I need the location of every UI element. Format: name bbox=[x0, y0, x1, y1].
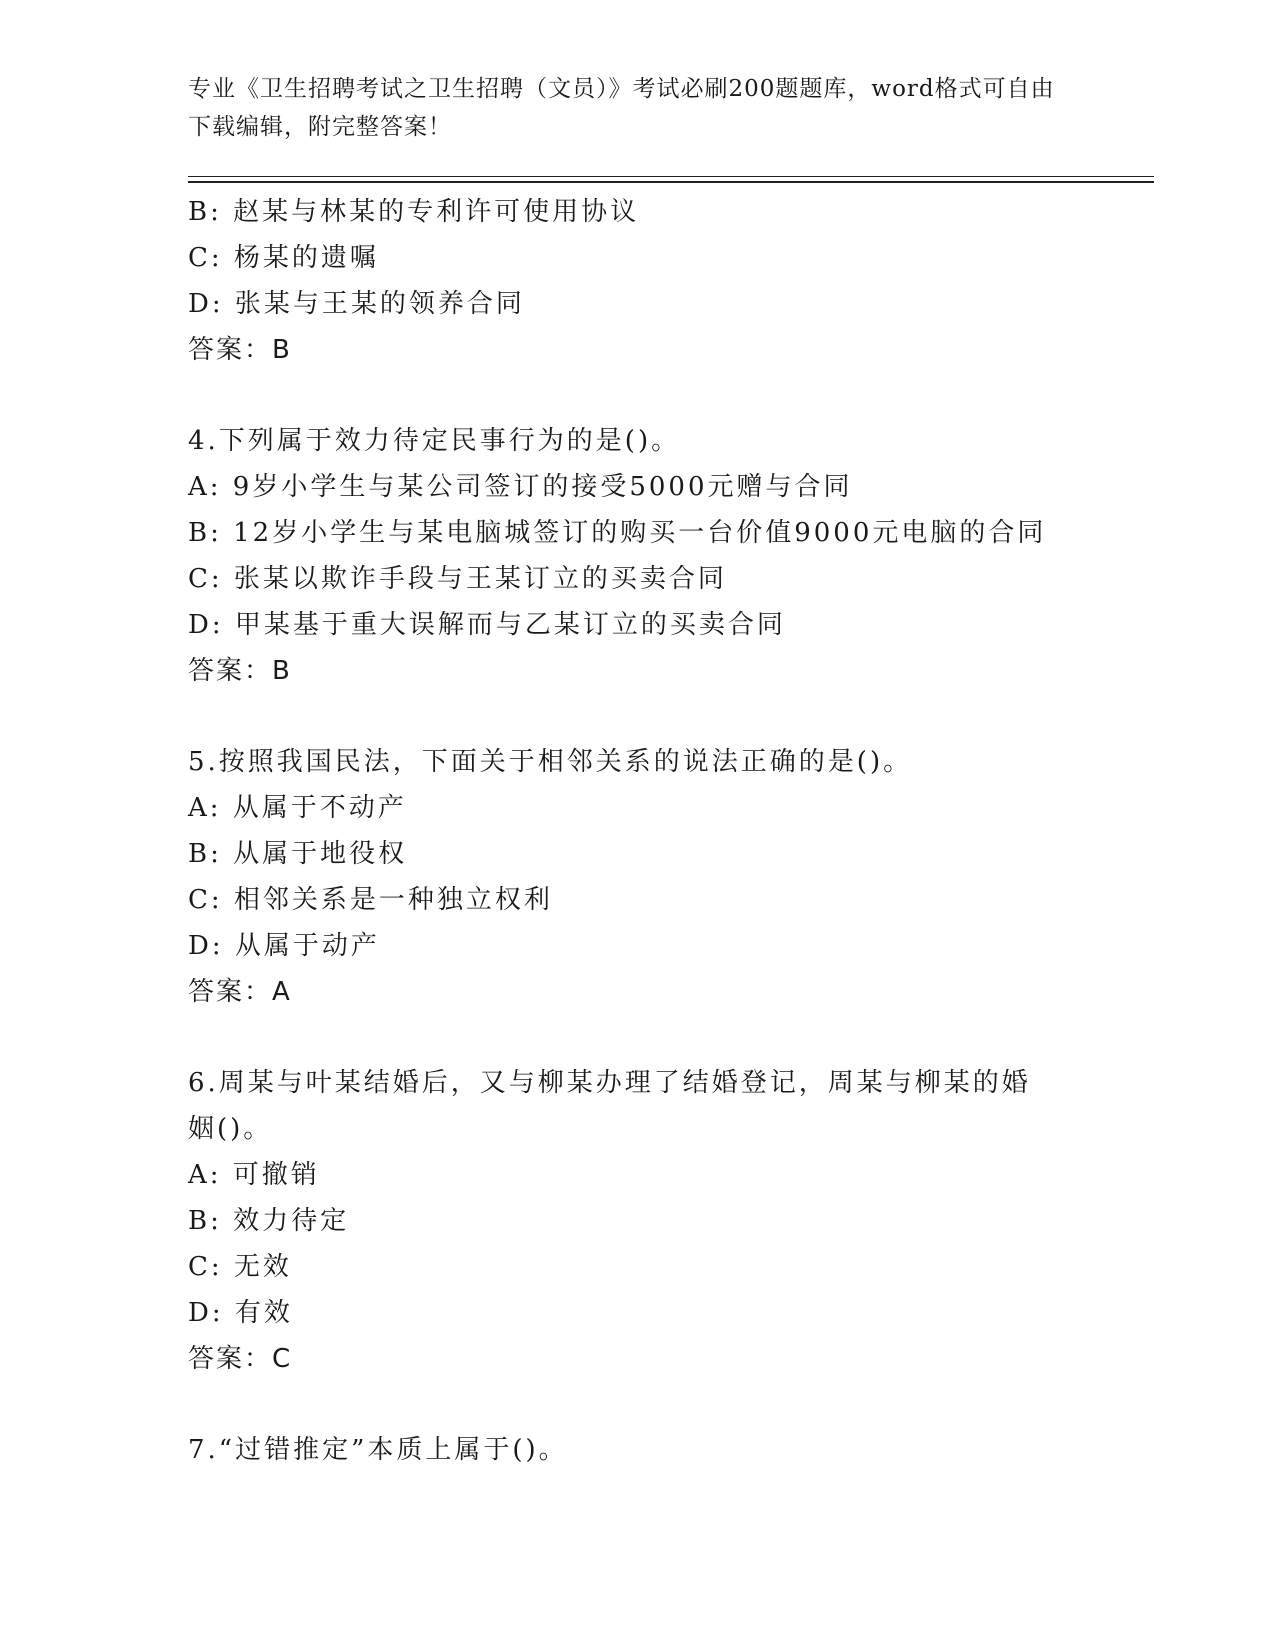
question-stem: 7.“过错推定”本质上属于()。 bbox=[188, 1435, 568, 1465]
option-c: C: 张某以欺诈手段与王某订立的买卖合同 bbox=[188, 564, 727, 594]
question-6 bbox=[188, 1060, 1088, 1382]
question-list bbox=[188, 189, 1088, 1473]
option-a: A: 9岁小学生与某公司签订的接受5000元赠与合同 bbox=[188, 472, 853, 502]
question-stem: 4.下列属于效力待定民事行为的是()。 bbox=[188, 426, 681, 456]
question-3-continued bbox=[188, 189, 1088, 373]
answer-line: 答案：C bbox=[188, 1344, 293, 1374]
question-5 bbox=[188, 739, 1088, 1015]
option-d: D: 张某与王某的领养合同 bbox=[188, 289, 525, 319]
option-a: A: 从属于不动产 bbox=[188, 793, 407, 823]
option-b: B: 效力待定 bbox=[188, 1206, 350, 1236]
option-d: D: 甲某基于重大误解而与乙某订立的买卖合同 bbox=[188, 610, 786, 640]
question-4 bbox=[188, 418, 1088, 694]
option-b: B: 从属于地役权 bbox=[188, 839, 408, 869]
option-a: A: 可撤销 bbox=[188, 1160, 320, 1190]
option-c: C: 杨某的遗嘱 bbox=[188, 243, 379, 273]
option-b: B: 12岁小学生与某电脑城签订的购买一台价值9000元电脑的合同 bbox=[188, 518, 1047, 548]
option-c: C: 相邻关系是一种独立权利 bbox=[188, 885, 553, 915]
option-c: C: 无效 bbox=[188, 1252, 292, 1282]
option-d: D: 有效 bbox=[188, 1298, 293, 1328]
answer-line: 答案：B bbox=[188, 656, 292, 686]
option-d: D: 从属于动产 bbox=[188, 931, 380, 961]
question-7 bbox=[188, 1427, 1088, 1473]
question-stem: 5.按照我国民法，下面关于相邻关系的说法正确的是()。 bbox=[188, 747, 913, 777]
document-header: 专业《卫生招聘考试之卫生招聘（文员）》考试必刷200题题库，word格式可自由下载编辑，附完整答案！ bbox=[188, 76, 1055, 140]
answer-line: 答案：B bbox=[188, 335, 292, 365]
header-divider-bottom bbox=[188, 181, 1154, 183]
option-b: B: 赵某与林某的专利许可使用协议 bbox=[188, 197, 640, 227]
question-stem: 6.周某与叶某结婚后，又与柳某办理了结婚登记，周某与柳某的婚姻()。 bbox=[188, 1068, 1031, 1144]
answer-line: 答案：A bbox=[188, 977, 292, 1007]
header-divider-top bbox=[188, 176, 1154, 177]
